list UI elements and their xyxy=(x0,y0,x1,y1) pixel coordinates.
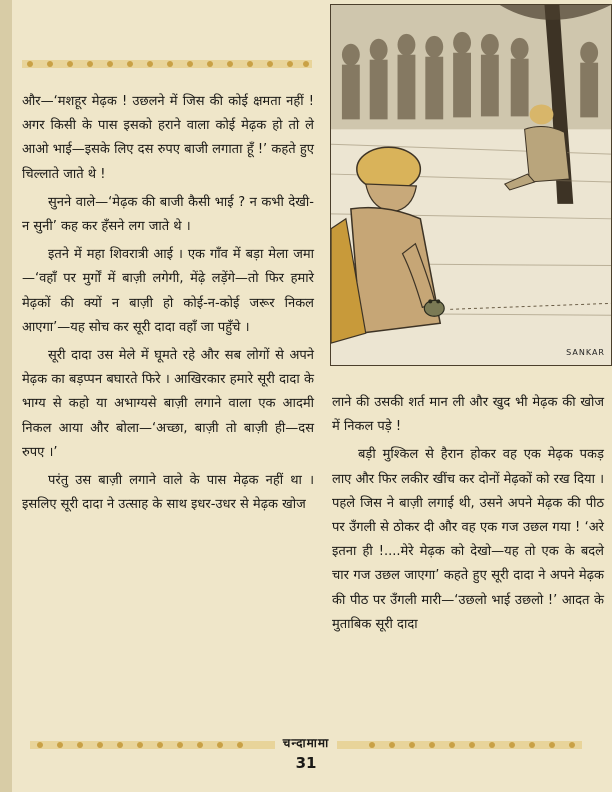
paragraph: और—‘मशहूर मेढ़क ! उछलने में जिस की कोई क्षमता नहीं ! अगर किसी के पास इसको हराने वाला कोई मेढ़क हो तो ले आओ भाई—इसके लिए दस रुपए बाजी लगाता हूँ !’ कहते हुए चिल्लाते जाते थे ! xyxy=(22,94,314,182)
page-number: 31 xyxy=(295,754,317,772)
artist-signature: SANKAR xyxy=(566,348,605,357)
magazine-title-text: चन्दामामा xyxy=(275,736,337,750)
story-illustration xyxy=(330,4,612,366)
paragraph: परंतु उस बाज़ी लगाने वाले के पास मेढ़क नहीं था । इसलिए सूरी दादा ने उत्साह के साथ इधर-उधर से मेढ़क खोज xyxy=(22,473,314,513)
text-column-left xyxy=(22,90,314,521)
magazine-title xyxy=(0,734,612,751)
text-column-right xyxy=(332,391,604,641)
paragraph: सुनने वाले—‘मेढ़क की बाजी कैसी भाई ? न कभी देखी-न सुनी’ कह कर हँसने लग जाते थे । xyxy=(22,194,314,235)
paragraph: सूरी दादा उस मेले में घूमते रहे और सब लोगों से अपने मेढ़क का बड़प्पन बघारते फिरे । आखिरकार हमारे सूरी दादा के भाग्य से कहो या अभाग्यसे बाज़ी लगाने वाला एक आदमी निकल आया और बोला—‘अच्छा, बाज़ी तो बाज़ी ही—दस रुपए ।’ xyxy=(22,348,314,460)
ornamental-divider xyxy=(22,58,312,70)
paragraph: बड़ी मुश्किल से हैरान होकर वह एक मेढ़क पकड़ लाए और फिर लकीर खींच कर दोनों मेढ़कों को रख दिया । पहले जिस ने बाज़ी लगाई थी, उसने अपने मेढ़क की पीठ पर उँगली से ठोकर दी और वह एक गज उछल गया ! ‘अरे इतना ही !....मेरे मेढ़क को देखो—यह तो एक के बदले चार गज उछल जाएगा’ कहते हुए सूरी दादा ने अपने मेढ़क की पीठ पर उँगली मारी—‘उछलो भाई उछलो !’ आदत के मुताबिक सूरी दादा xyxy=(332,447,604,632)
paragraph: लाने की उसकी शर्त मान ली और खुद भी मेढ़क की खोज में निकल पड़े ! xyxy=(332,395,604,435)
page-footer xyxy=(0,738,612,788)
paragraph: इतने में महा शिवरात्री आई । एक गाँव में बड़ा मेला जमा—‘वहाँ पर मुर्गों में बाज़ी लगेगी, मेंढ़े लड़ेंगे—तो फिर हमारे मेढ़कों की क्यों न बाज़ी हो कोई-न-कोई जरूर निकल आएगा’—यह सोच कर सूरी दादा वहाँ जा पहुँचे । xyxy=(22,247,314,335)
page-edge xyxy=(0,0,12,792)
